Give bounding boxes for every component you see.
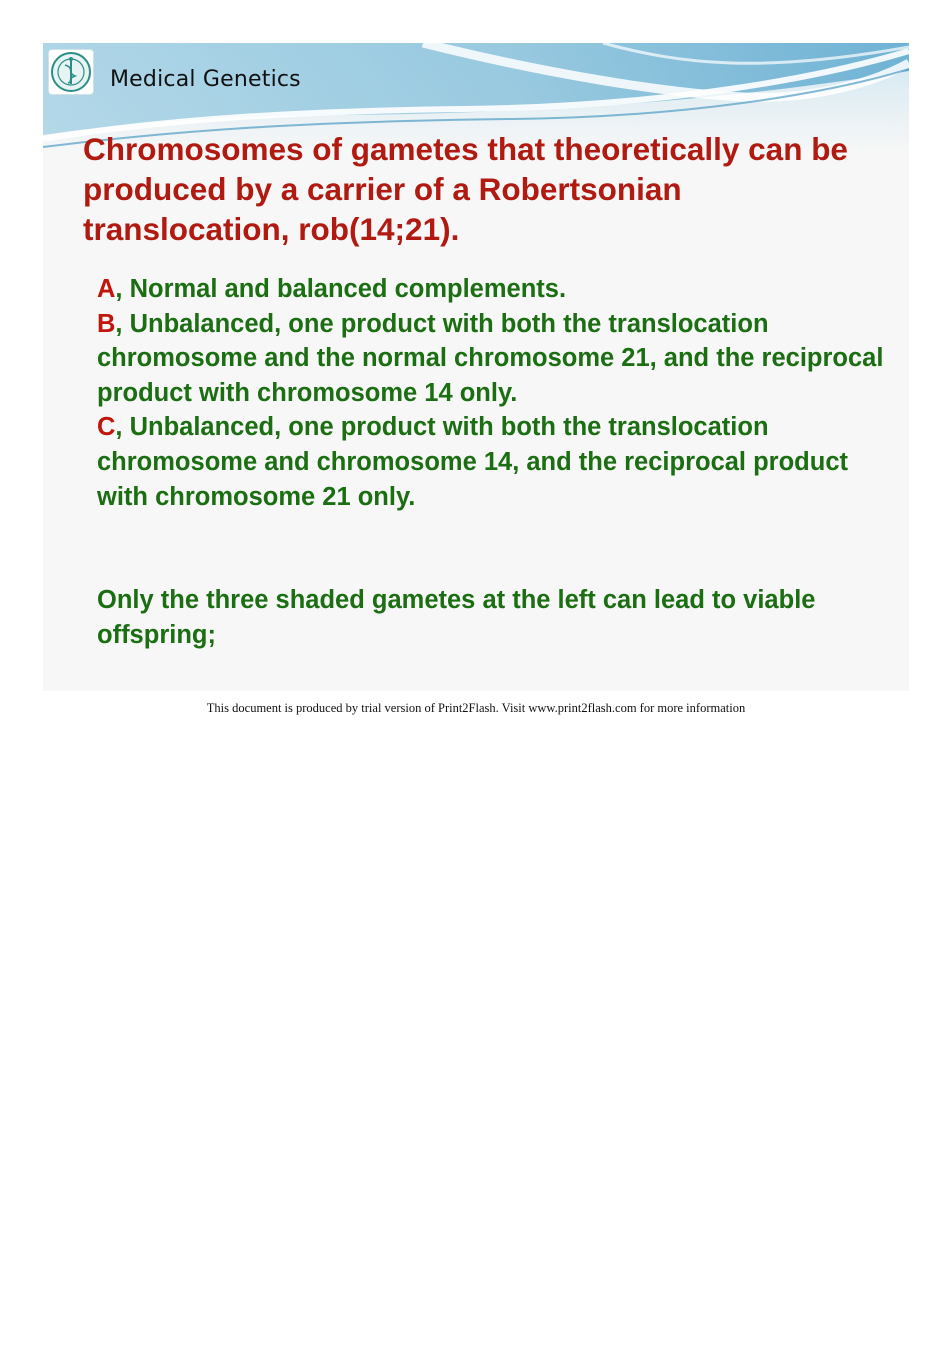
header-title: Medical Genetics [110, 67, 301, 92]
list-item [97, 272, 887, 307]
conclusion-text: Only the three shaded gametes at the left can lead to viable offspring; [97, 586, 816, 649]
university-seal-icon [48, 49, 94, 95]
list-item-text: , Unbalanced, one product with both the translocation chromosome and the normal chromosome 21, and the reciprocal product with chromosome 14 only. [97, 309, 884, 407]
list-item-marker: A [97, 275, 116, 303]
list-item-text: , Normal and balanced complements. [115, 275, 567, 303]
list-item-marker: C [97, 413, 116, 442]
list-item-text: , Unbalanced, one product with both the translocation chromosome and chromosome 14, and the reciprocal product with chromosome 21 only. [97, 413, 849, 511]
trial-version-note: This document is produced by trial version of Print2Flash. Visit www.print2flash.com for more information [206, 701, 746, 715]
list-item-marker: B [97, 309, 116, 338]
list-item [97, 307, 887, 411]
slide-title: Chromosomes of gametes that theoretically can be produced by a carrier of a Robertsonian translocation, rob(14;21). [83, 131, 848, 247]
list-item [97, 410, 887, 514]
slide [43, 43, 909, 691]
gamete-list [97, 272, 887, 514]
